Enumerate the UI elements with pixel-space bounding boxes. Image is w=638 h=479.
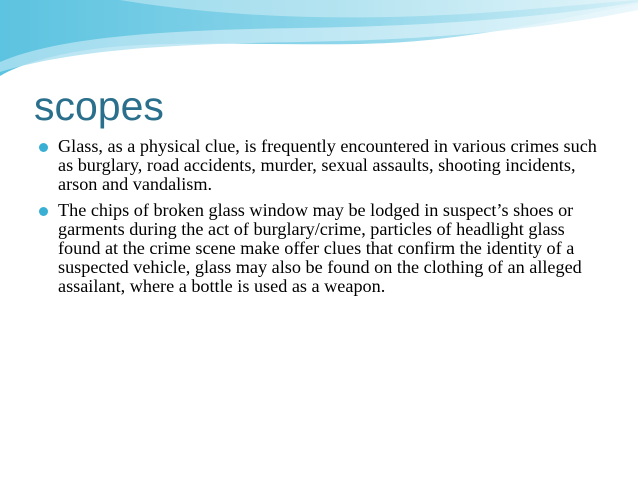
bullet-item <box>38 137 610 195</box>
bullet-text: The chips of broken glass window may be lodged in suspect’s shoes or garments during the act of burglary/crime, particles of headlight glass found at the crime scene make offer clues that confirm the identity of a suspected vehicle, glass may also be found on the clothing of an alleged assailant, where a bottle is used as a weapon. <box>58 199 582 297</box>
bullet-item <box>38 201 610 297</box>
bullet-dot-icon <box>39 207 48 216</box>
header-wave-decoration <box>0 0 638 80</box>
slide-title: scopes <box>34 83 164 129</box>
bullet-text: Glass, as a physical clue, is frequently encountered in various crimes such as burglary, road accidents, murder, sexual assaults, shooting incidents, arson and vandalism. <box>58 136 597 195</box>
bullet-list <box>38 137 610 303</box>
bullet-dot-icon <box>39 143 48 152</box>
